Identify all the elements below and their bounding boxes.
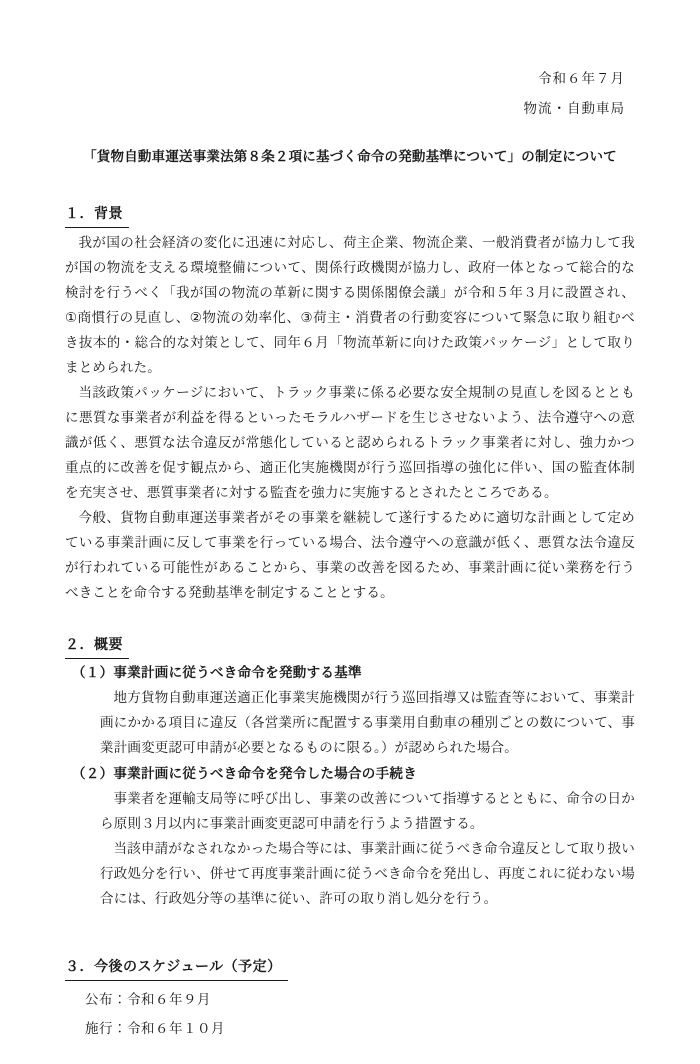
- section-background-heading: １．背景: [65, 200, 635, 228]
- subsection-procedure: [65, 761, 635, 911]
- schedule-list: [85, 985, 635, 1043]
- doc-title: 「貨物自動車運送事業法第８条２項に基づく命令の発動基準について」の制定について: [83, 149, 617, 164]
- section-background: [65, 200, 635, 605]
- schedule-item-promulgation: 公布：令和６年９月: [85, 992, 211, 1007]
- doc-header: [65, 64, 635, 124]
- section-schedule-heading: ３．今後のスケジュール（予定）: [65, 953, 635, 981]
- document-page: [0, 64, 700, 1064]
- subsection-procedure-heading: （２）事業計画に従うべき命令を発令した場合の手続き: [72, 766, 417, 781]
- section-overview-heading: ２．概要: [65, 631, 635, 659]
- subsection-criteria: [65, 660, 635, 760]
- section-background-body: [65, 230, 635, 605]
- paragraph: 我が国の社会経済の変化に迅速に対応し、荷主企業、物流企業、一般消費者が協力して我が国の物流を支える環境整備について、関係行政機関が協力し、政府一体となって総合的な検討を行うべく「我が国の物流の革新に関する関係閣僚会議」が令和５年３月に設置され、①商慣行の見直し、②物流の効率化、③荷主・消費者の行動変容について緊急に取り組むべき抜本的・総合的な対策として、同年６月「物流革新に向けた政策パッケージ」として取りまとめられた。: [65, 235, 635, 375]
- subsection-procedure-body: [100, 786, 635, 911]
- doc-department: 物流・自動車局: [523, 101, 625, 116]
- paragraph: 事業者を運輸支局等に呼び出し、事業の改善について指導するとともに、命令の日から原則３月以内に事業計画変更認可申請を行うよう措置する。: [100, 791, 635, 831]
- subsection-criteria-heading: （１）事業計画に従うべき命令を発動する基準: [72, 665, 362, 680]
- doc-date: 令和６年７月: [538, 71, 625, 86]
- subsection-criteria-body: [100, 685, 635, 760]
- schedule-item-enforcement: 施行：令和６年１０月: [85, 1021, 225, 1036]
- paragraph: 当該政策パッケージにおいて、トラック事業に係る必要な安全規制の見直しを図るとともに悪質な事業者が利益を得るといったモラルハザードを生じさせないよう、法令遵守への意識が低く、悪質な法令違反が常態化していると認められるトラック事業者に対し、強力かつ重点的に改善を促す観点から、適正化実施機関が行う巡回指導の強化に伴い、国の監査体制を充実させ、悪質事業者に対する監査を強力に実施するとされたところである。: [65, 385, 635, 500]
- paragraph: 地方貨物自動車運送適正化事業実施機関が行う巡回指導又は監査等において、事業計画にかかる項目に違反（各営業所に配置する事業用自動車の種別ごとの数について、事業計画変更認可申請が必要となるものに限る。）が認められた場合。: [100, 690, 635, 755]
- paragraph: 今般、貨物自動車運送事業者がその事業を継続して遂行するために適切な計画として定めている事業計画に反して事業を行っている場合、法令遵守への意識が低く、悪質な法令違反が行われている可能性があることから、事業の改善を図るため、事業計画に従い業務を行うべきことを命令する発動基準を制定することとする。: [65, 510, 635, 600]
- paragraph: 当該申請がなされなかった場合等には、事業計画に従うべき命令違反として取り扱い行政処分を行い、併せて再度事業計画に従うべき命令を発出し、再度これに従わない場合には、行政処分等の基準に従い、許可の取り消し処分を行う。: [100, 841, 635, 906]
- section-overview: [65, 631, 635, 911]
- section-schedule: [65, 953, 635, 1043]
